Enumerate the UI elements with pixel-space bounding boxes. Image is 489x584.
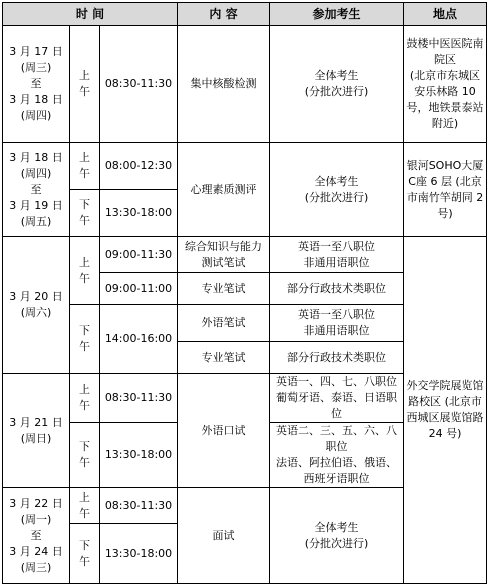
time-cell: 08:30-11:30: [100, 488, 178, 524]
period-cell: [70, 143, 100, 190]
period-cell: [70, 190, 100, 237]
schedule-wrapper: [2, 2, 487, 584]
period-cell: [70, 237, 100, 305]
header-candidates: 参加考生: [270, 3, 404, 26]
date-line: 至: [30, 182, 42, 196]
date-line: 3 月 24 日: [9, 544, 63, 558]
content-cell: 心理素质测评: [178, 143, 270, 237]
period-am: 上午: [79, 490, 90, 520]
date-cell: [3, 143, 70, 237]
date-cell: [3, 374, 70, 488]
candidates-cell: [270, 374, 404, 423]
candidates-line: 非通用语职位: [303, 255, 370, 269]
header-time: 时 间: [3, 3, 178, 26]
date-line: (周三): [20, 61, 52, 74]
period-cell: [70, 423, 100, 488]
date-line: (周四): [20, 166, 52, 180]
date-line: 3 月 21 日: [9, 415, 63, 429]
candidates-line: (分批次进行): [304, 190, 369, 204]
location-line: (北京市东城区安乐林路 10号，地铁景泰站附近): [406, 69, 484, 130]
candidates-cell: [270, 237, 404, 273]
period-cell: [70, 305, 100, 374]
candidates-line: 葡萄牙语、泰语、日语职位: [276, 391, 397, 420]
candidates-cell: [270, 143, 404, 237]
time-cell: 08:00-12:30: [100, 143, 178, 190]
date-line: 3 月 19 日: [9, 198, 63, 212]
date-line: (周日): [20, 431, 52, 445]
time-cell: 08:30-11:30: [100, 26, 178, 143]
period-am: 上午: [79, 383, 90, 412]
candidates-line: 全体考生: [314, 520, 359, 534]
date-line: (周五): [20, 214, 52, 228]
period-cell: [70, 488, 100, 524]
content-cell: 外语笔试: [178, 305, 270, 342]
period-cell: [70, 374, 100, 423]
date-line: 3 月 17 日: [9, 45, 63, 58]
candidates-line: 非通用语职位: [303, 324, 370, 337]
location-cell: [404, 26, 487, 143]
table-header-row: [3, 3, 487, 26]
content-cell: 集中核酸检测: [178, 26, 270, 143]
content-cell: 专业笔试: [178, 273, 270, 305]
period-pm: 下午: [79, 440, 90, 469]
content-cell: 外语口试: [178, 374, 270, 488]
date-line: (周六): [20, 306, 52, 319]
content-cell: 面试: [178, 488, 270, 584]
candidates-cell: [270, 305, 404, 342]
content-cell: 综合知识与能力测试笔试: [178, 237, 270, 273]
time-cell: 09:00-11:00: [100, 273, 178, 305]
date-line: (周一): [20, 512, 52, 526]
candidates-line: 英语二、三、五、六、八职位: [276, 424, 397, 453]
date-line: (周三): [20, 560, 52, 574]
header-location: 地点: [404, 3, 487, 26]
candidates-line: 西班牙语职位: [303, 472, 370, 485]
period-am: 上午: [79, 151, 90, 180]
candidates-cell: [270, 26, 404, 143]
period-am: 上午: [79, 255, 90, 285]
table-row: [3, 237, 487, 273]
candidates-line: 全体考生: [314, 174, 359, 188]
period-cell: [70, 26, 100, 143]
date-line: 3 月 22 日: [9, 496, 63, 510]
date-cell: [3, 26, 70, 143]
candidates-cell: [270, 423, 404, 488]
location-line: 鼓楼中医医院南院区: [406, 37, 484, 66]
candidates-cell: [270, 488, 404, 584]
period-pm: 下午: [79, 324, 90, 353]
time-cell: 08:30-11:30: [100, 374, 178, 423]
location-cell: 外交学院展览馆路校区 (北京市西城区展览馆路 24 号): [404, 237, 487, 584]
period-am: 上午: [79, 69, 90, 98]
candidates-line: (分批次进行): [304, 85, 369, 98]
period-pm: 下午: [79, 198, 90, 227]
content-cell: 专业笔试: [178, 342, 270, 374]
date-line: (周四): [20, 109, 52, 122]
exam-schedule-table: [2, 2, 487, 584]
time-cell: 13:30-18:00: [100, 190, 178, 237]
date-line: 3 月 18 日: [9, 150, 63, 164]
candidates-line: 法语、阿拉伯语、俄语、: [276, 456, 397, 469]
candidates-cell: 部分行政技术类职位: [270, 273, 404, 305]
header-content: 内 容: [178, 3, 270, 26]
date-line: 至: [30, 77, 42, 90]
date-line: 至: [30, 528, 42, 542]
date-line: 3 月 20 日: [9, 290, 63, 303]
candidates-line: 全体考生: [314, 69, 359, 82]
date-line: 3 月 18 日: [9, 93, 63, 106]
date-cell: [3, 237, 70, 374]
candidates-line: 英语一至八职位: [298, 239, 375, 253]
candidates-cell: 部分行政技术类职位: [270, 342, 404, 374]
candidates-line: 英语一至八职位: [298, 308, 375, 321]
time-cell: 13:30-18:00: [100, 524, 178, 584]
time-cell: 13:30-18:00: [100, 423, 178, 488]
time-cell: 14:00-16:00: [100, 305, 178, 374]
candidates-line: (分批次进行): [304, 536, 369, 550]
date-cell: [3, 488, 70, 584]
location-cell: 银河SOHO大厦C座 6 层 (北京市南竹竿胡同 2 号): [404, 143, 487, 237]
candidates-line: 英语一、四、七、八职位: [276, 375, 397, 388]
period-pm: 下午: [79, 538, 90, 568]
time-cell: 09:00-11:30: [100, 237, 178, 273]
table-row: [3, 26, 487, 143]
table-row: [3, 143, 487, 190]
period-cell: [70, 524, 100, 584]
